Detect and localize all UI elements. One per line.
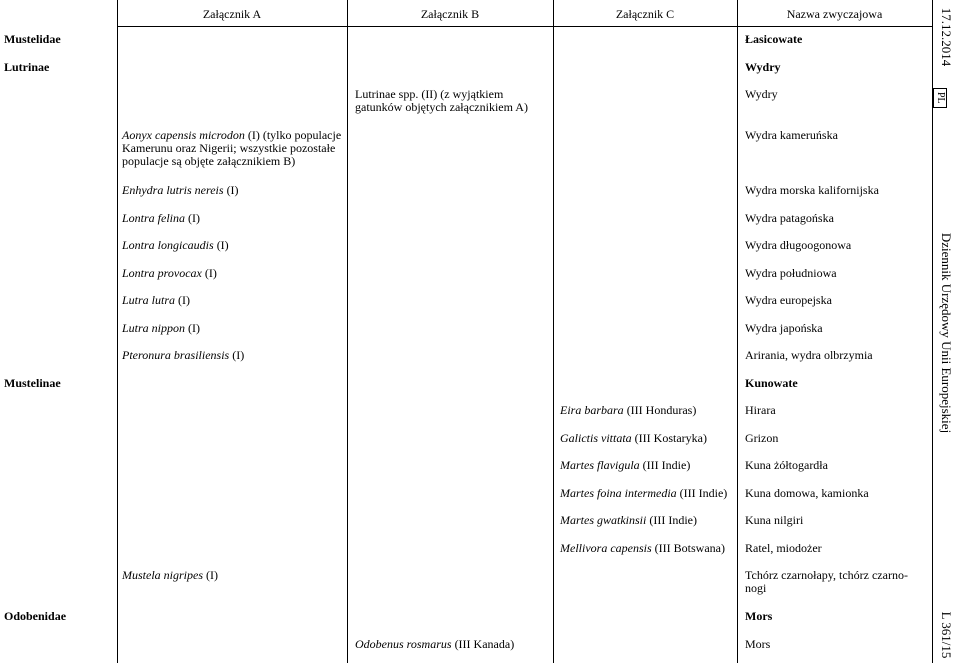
common-lutra-nippon: Wydra japońska bbox=[745, 321, 823, 335]
listing-note: (I) bbox=[175, 293, 191, 307]
common-pteronura: Arirania, wydra olbrzymia bbox=[745, 348, 873, 362]
common-martes-flavigula: Kuna żółtogardła bbox=[745, 458, 828, 472]
sidebar-lang-box bbox=[935, 88, 949, 114]
common-odobenidae: Mors bbox=[745, 609, 773, 623]
listing-note: (I) bbox=[213, 238, 229, 252]
sidebar-date: 17.12.2014 bbox=[939, 7, 954, 67]
annex-a-lontra-provocax bbox=[122, 267, 217, 280]
common-lutrinae: Wydry bbox=[745, 60, 781, 74]
species-name: Lontra longicaudis bbox=[122, 238, 214, 252]
taxon-mustelinae: Mustelinae bbox=[4, 376, 61, 390]
sidebar-journal: Dziennik Urzędowy Unii Europejskiej bbox=[939, 232, 954, 434]
species-name: Mellivora capensis bbox=[560, 541, 652, 555]
species-name: Pteronura brasiliensis bbox=[122, 348, 230, 362]
common-lontra-felina: Wydra patagońska bbox=[745, 211, 834, 225]
taxon-lutrinae: Lutrinae bbox=[4, 60, 50, 74]
common-lutrinae-spp: Wydry bbox=[745, 87, 778, 101]
common-mellivora: Ratel, miodożer bbox=[745, 541, 822, 555]
common-galictis: Grizon bbox=[745, 431, 779, 445]
species-name: Martes flavigula bbox=[560, 458, 640, 472]
header-annex-c: Załącznik C bbox=[615, 7, 675, 21]
header-common-name: Nazwa zwyczajowa bbox=[786, 7, 883, 21]
listing-note: (I) bbox=[229, 348, 245, 362]
annex-a-aonyx bbox=[122, 129, 344, 168]
annex-a-lontra-felina bbox=[122, 212, 200, 225]
common-lutra-lutra: Wydra europejska bbox=[745, 293, 832, 307]
listing-note: (I) bbox=[201, 266, 217, 280]
listing-note: (III Botswana) bbox=[651, 541, 725, 555]
listing-note: (III Kanada) bbox=[451, 637, 515, 651]
common-lontra-provocax: Wydra południowa bbox=[745, 266, 837, 280]
common-odobenus: Mors bbox=[745, 637, 771, 651]
header-rule bbox=[117, 26, 932, 27]
species-name: Odobenus rosmarus bbox=[355, 637, 452, 651]
annex-a-lutra-lutra bbox=[122, 294, 190, 307]
listing-note: (III Kostaryka) bbox=[631, 431, 707, 445]
species-name: Martes gwatkinsii bbox=[560, 513, 647, 527]
common-mustelidae: Łasicowate bbox=[745, 32, 803, 46]
listing-note: (III Indie) bbox=[676, 486, 728, 500]
common-martes-foina: Kuna domowa, kamionka bbox=[745, 486, 869, 500]
species-name: Martes foina intermedia bbox=[560, 486, 677, 500]
species-name: Eira barbara bbox=[560, 403, 624, 417]
listing-note: (III Honduras) bbox=[623, 403, 697, 417]
common-lontra-longicaudis: Wydra długoogonowa bbox=[745, 238, 852, 252]
annex-a-lutra-nippon bbox=[122, 322, 200, 335]
annex-c-martes-gwatkinsii bbox=[560, 514, 697, 527]
species-name: Galictis vittata bbox=[560, 431, 632, 445]
column-divider-3 bbox=[553, 0, 554, 663]
annex-c-galictis bbox=[560, 432, 707, 445]
species-name: Lutra lutra bbox=[122, 293, 176, 307]
common-mustela: Tchórz czarnołapy, tchórz czarno-nogi bbox=[745, 568, 908, 595]
common-aonyx: Wydra kameruńska bbox=[745, 128, 838, 142]
listing-note: (III Indie) bbox=[646, 513, 697, 527]
annex-a-mustela bbox=[122, 569, 218, 582]
annex-c-martes-flavigula bbox=[560, 459, 690, 472]
annex-a-lontra-longicaudis bbox=[122, 239, 229, 252]
species-name: Lontra provocax bbox=[122, 266, 202, 280]
header-annex-b: Załącznik B bbox=[420, 7, 480, 21]
common-martes-gwatkinsii: Kuna nilgiri bbox=[745, 513, 804, 527]
column-divider-1 bbox=[117, 0, 118, 663]
listing-note: (I) bbox=[203, 568, 218, 582]
listing-note: (I) bbox=[185, 321, 201, 335]
taxon-odobenidae: Odobenidae bbox=[4, 609, 67, 623]
sidebar-page-ref: L 361/15 bbox=[939, 611, 954, 659]
listing-note: (I) bbox=[223, 183, 239, 197]
column-divider-2 bbox=[347, 0, 348, 663]
common-enhydra: Wydra morska kalifornijska bbox=[745, 183, 879, 197]
listing-note: (III Indie) bbox=[639, 458, 691, 472]
species-name: Lutra nippon bbox=[122, 321, 186, 335]
species-name: Aonyx capensis microdon bbox=[122, 128, 245, 142]
common-eira: Hirara bbox=[745, 403, 776, 417]
annex-c-mellivora bbox=[560, 542, 725, 555]
species-name: Mustela nigripes bbox=[122, 568, 203, 582]
header-annex-a: Załącznik A bbox=[202, 7, 262, 21]
column-divider-4 bbox=[737, 0, 738, 663]
annex-c-martes-foina bbox=[560, 487, 727, 500]
common-mustelinae: Kunowate bbox=[745, 376, 798, 390]
taxon-mustelidae: Mustelidae bbox=[4, 32, 61, 46]
annex-b-odobenus bbox=[355, 638, 514, 651]
annex-b-lutrinae-spp: Lutrinae spp. (II) (z wyjątkiem gatunków objętych załącznikiem A) bbox=[355, 87, 528, 114]
annex-c-eira bbox=[560, 404, 696, 417]
species-name: Lontra felina bbox=[122, 211, 186, 225]
species-name: Enhydra lutris nereis bbox=[122, 183, 224, 197]
listing-note: (I) (tylko populacje Kamerunu oraz Nigerii; wszystkie pozostałe populacje są objęte załącznikiem B) bbox=[122, 128, 342, 168]
annex-a-pteronura bbox=[122, 349, 244, 362]
sidebar-lang: PL bbox=[933, 88, 947, 108]
listing-note: (I) bbox=[185, 211, 201, 225]
annex-a-enhydra bbox=[122, 184, 239, 197]
